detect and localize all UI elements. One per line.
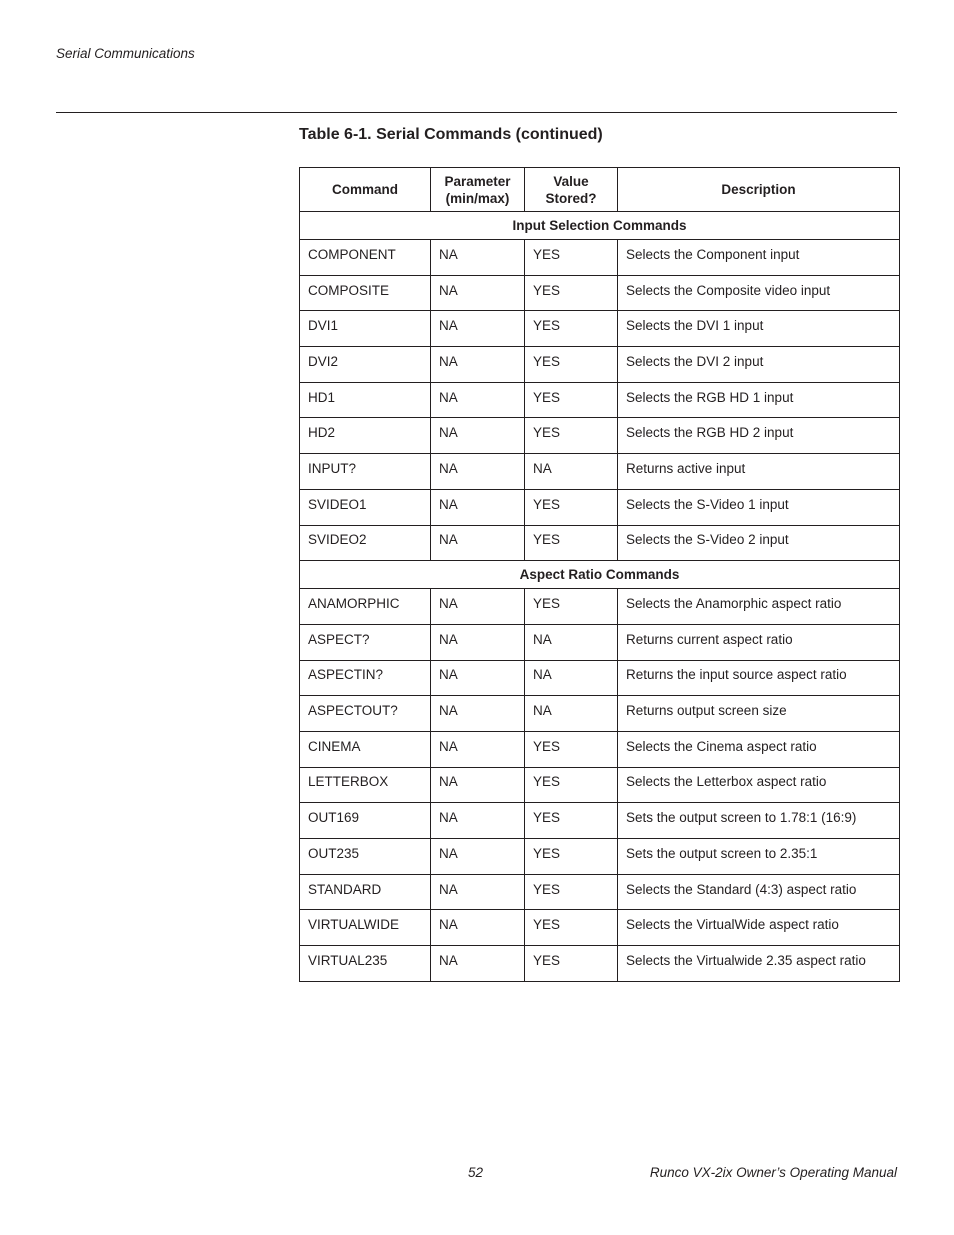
cell-parameter: NA xyxy=(431,803,525,839)
cell-description: Returns output screen size xyxy=(618,696,900,732)
cell-command: LETTERBOX xyxy=(300,767,431,803)
column-header-parameter xyxy=(431,168,525,212)
column-header-parameter-line1: Parameter xyxy=(444,173,511,189)
column-header-value-line2: Stored? xyxy=(545,190,597,206)
cell-command: ASPECTIN? xyxy=(300,660,431,696)
cell-command: STANDARD xyxy=(300,874,431,910)
cell-parameter: NA xyxy=(431,660,525,696)
cell-command: DVI2 xyxy=(300,347,431,383)
cell-description: Selects the S-Video 1 input xyxy=(618,489,900,525)
cell-description: Selects the Standard (4:3) aspect ratio xyxy=(618,874,900,910)
cell-value-stored: NA xyxy=(525,696,618,732)
cell-description: Returns the input source aspect ratio xyxy=(618,660,900,696)
cell-parameter: NA xyxy=(431,347,525,383)
cell-command: COMPOSITE xyxy=(300,275,431,311)
cell-description: Selects the RGB HD 1 input xyxy=(618,382,900,418)
cell-value-stored: YES xyxy=(525,946,618,982)
cell-parameter: NA xyxy=(431,311,525,347)
table-row xyxy=(300,589,900,625)
cell-parameter: NA xyxy=(431,946,525,982)
cell-command: OUT169 xyxy=(300,803,431,839)
cell-command: HD1 xyxy=(300,382,431,418)
table-row xyxy=(300,311,900,347)
table-row xyxy=(300,910,900,946)
cell-description: Selects the Virtualwide 2.35 aspect ratio xyxy=(618,946,900,982)
cell-command: OUT235 xyxy=(300,839,431,875)
cell-description: Selects the Anamorphic aspect ratio xyxy=(618,589,900,625)
cell-parameter: NA xyxy=(431,874,525,910)
table-row xyxy=(300,839,900,875)
cell-value-stored: YES xyxy=(525,311,618,347)
table-header-row xyxy=(300,168,900,212)
cell-value-stored: NA xyxy=(525,660,618,696)
table-row xyxy=(300,418,900,454)
cell-command: ANAMORPHIC xyxy=(300,589,431,625)
cell-command: ASPECT? xyxy=(300,624,431,660)
cell-value-stored: YES xyxy=(525,839,618,875)
cell-parameter: NA xyxy=(431,418,525,454)
cell-description: Selects the Component input xyxy=(618,240,900,276)
cell-value-stored: YES xyxy=(525,803,618,839)
cell-command: HD2 xyxy=(300,418,431,454)
cell-command: VIRTUALWIDE xyxy=(300,910,431,946)
table-row xyxy=(300,489,900,525)
cell-description: Selects the DVI 1 input xyxy=(618,311,900,347)
cell-value-stored: YES xyxy=(525,910,618,946)
table-row xyxy=(300,382,900,418)
cell-description: Selects the Letterbox aspect ratio xyxy=(618,767,900,803)
table-row xyxy=(300,696,900,732)
cell-value-stored: YES xyxy=(525,731,618,767)
cell-description: Selects the Cinema aspect ratio xyxy=(618,731,900,767)
cell-command: DVI1 xyxy=(300,311,431,347)
table-row xyxy=(300,454,900,490)
section-row xyxy=(300,212,900,240)
cell-description: Selects the DVI 2 input xyxy=(618,347,900,383)
cell-command: COMPONENT xyxy=(300,240,431,276)
section-row xyxy=(300,561,900,589)
section-title: Aspect Ratio Commands xyxy=(300,561,900,589)
cell-command: VIRTUAL235 xyxy=(300,946,431,982)
cell-parameter: NA xyxy=(431,489,525,525)
cell-value-stored: YES xyxy=(525,275,618,311)
column-header-parameter-line2: (min/max) xyxy=(445,190,510,206)
cell-description: Selects the RGB HD 2 input xyxy=(618,418,900,454)
cell-command: ASPECTOUT? xyxy=(300,696,431,732)
cell-value-stored: YES xyxy=(525,767,618,803)
table-row xyxy=(300,803,900,839)
column-header-value-line1: Value xyxy=(553,173,589,189)
cell-value-stored: NA xyxy=(525,454,618,490)
cell-parameter: NA xyxy=(431,525,525,561)
cell-description: Selects the VirtualWide aspect ratio xyxy=(618,910,900,946)
cell-parameter: NA xyxy=(431,382,525,418)
cell-description: Sets the output screen to 2.35:1 xyxy=(618,839,900,875)
cell-description: Returns active input xyxy=(618,454,900,490)
cell-parameter: NA xyxy=(431,624,525,660)
table-row xyxy=(300,731,900,767)
page-number: 52 xyxy=(468,1165,484,1180)
serial-commands-table xyxy=(299,167,900,982)
cell-value-stored: YES xyxy=(525,347,618,383)
cell-command: SVIDEO1 xyxy=(300,489,431,525)
cell-parameter: NA xyxy=(431,910,525,946)
column-header-description: Description xyxy=(618,168,900,212)
table-row xyxy=(300,624,900,660)
cell-description: Selects the Composite video input xyxy=(618,275,900,311)
cell-parameter: NA xyxy=(431,839,525,875)
table-row xyxy=(300,874,900,910)
table-row xyxy=(300,347,900,383)
column-header-command: Command xyxy=(300,168,431,212)
cell-parameter: NA xyxy=(431,731,525,767)
cell-description: Sets the output screen to 1.78:1 (16:9) xyxy=(618,803,900,839)
table-title: Table 6-1. Serial Commands (continued) xyxy=(299,126,603,143)
manual-title: Runco VX-2ix Owner’s Operating Manual xyxy=(649,1165,897,1180)
header-rule xyxy=(56,112,897,113)
cell-parameter: NA xyxy=(431,240,525,276)
cell-parameter: NA xyxy=(431,589,525,625)
table-row xyxy=(300,767,900,803)
section-title: Input Selection Commands xyxy=(300,212,900,240)
cell-parameter: NA xyxy=(431,454,525,490)
cell-description: Returns current aspect ratio xyxy=(618,624,900,660)
table-row xyxy=(300,525,900,561)
cell-value-stored: YES xyxy=(525,589,618,625)
cell-value-stored: YES xyxy=(525,489,618,525)
cell-value-stored: YES xyxy=(525,418,618,454)
cell-value-stored: YES xyxy=(525,874,618,910)
table-row xyxy=(300,660,900,696)
cell-command: INPUT? xyxy=(300,454,431,490)
table-body xyxy=(300,212,900,982)
cell-value-stored: YES xyxy=(525,240,618,276)
cell-command: CINEMA xyxy=(300,731,431,767)
cell-value-stored: YES xyxy=(525,525,618,561)
column-header-value-stored xyxy=(525,168,618,212)
cell-value-stored: NA xyxy=(525,624,618,660)
table-row xyxy=(300,240,900,276)
cell-parameter: NA xyxy=(431,275,525,311)
cell-description: Selects the S-Video 2 input xyxy=(618,525,900,561)
cell-parameter: NA xyxy=(431,696,525,732)
cell-command: SVIDEO2 xyxy=(300,525,431,561)
cell-value-stored: YES xyxy=(525,382,618,418)
running-header: Serial Communications xyxy=(56,46,195,61)
cell-parameter: NA xyxy=(431,767,525,803)
table-row xyxy=(300,946,900,982)
table-row xyxy=(300,275,900,311)
